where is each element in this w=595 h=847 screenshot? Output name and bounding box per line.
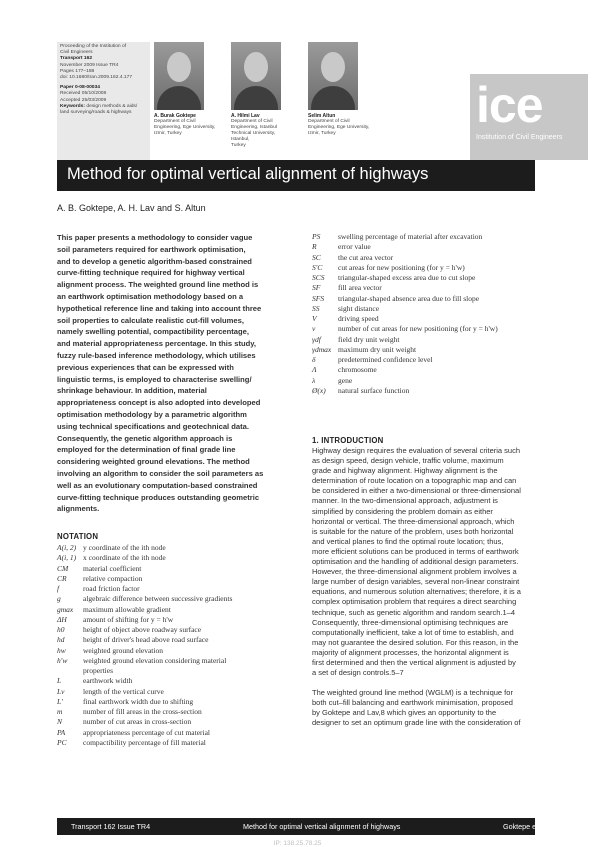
introduction-section [312,436,552,728]
notation-row [312,283,552,293]
author-affiliation [154,119,216,137]
notation-symbol: hw [57,645,66,655]
abstract-line: curve-fitting technique produces outstanding geometric [57,492,260,502]
abstract-line: well as an evolutionary computation-based constrained [57,480,258,490]
notation-definition: sight distance [338,303,380,313]
title-bar [57,160,535,191]
abstract-line: This paper presents a methodology to consider vague [57,233,253,242]
notation-definition: weighted ground elevation [83,645,163,655]
intro-line: designer to set an optimum grade line with the consideration of [312,717,521,727]
notation-row [57,646,297,656]
intro-line: computationally inefficient, take a lot of time to establish, and [312,627,514,637]
intro-line: and vertical planes to find the optimal route location; thus, [312,536,504,546]
notation-definition: number of fill areas in the cross-section [83,707,202,716]
notation-definition: x coordinate of the ith node [83,553,166,563]
abstract-line: curve-fitting technique required for highway vertical [57,268,245,278]
abstract-line: an earthwork optimisation methodology based on a [57,291,244,301]
intro-line: as design speed, design vehicle, traffic volume, maximum [312,456,504,466]
notation-symbol: CR [57,573,67,583]
notation-definition: compactibility percentage of fill material [83,737,206,747]
notation-symbol: gmax [57,604,74,614]
intro-line: complex optimisation problem that requires a direct searching [312,597,517,607]
footer-journal: Transport 162 Issue TR4 [71,822,151,831]
abstract-line: and material appropriateness percentage. In this study, [57,339,257,349]
author-name: A. Hilmi Lav [231,113,260,119]
intro-line: simplified by considering the problem domain as either [312,506,493,516]
notation-symbol: SF [312,283,321,293]
abstract [57,232,297,515]
pub-info-line: Civil Engineers [60,50,93,56]
intro-line: equations, and numerous solution alternatives; therefore, it is a [312,587,521,597]
notation-definition: number of cut areas in cross-section [83,717,192,727]
notation-definition: number of cut areas for new positioning (for y = h'w) [338,324,498,334]
notation-row [57,717,297,727]
pub-info-line: Received 05/10/2008 [60,91,107,97]
journal-name: Transport 162 [60,56,93,62]
affiliation-line: Izmir, Turkey [154,131,182,136]
author-photo [231,42,281,110]
notation-definition: fill area vector [338,283,382,293]
abstract-line: appropriateness concept is also adopted into developed [57,398,261,408]
notation-row [57,625,297,635]
notation-row [57,615,297,625]
author-affiliation [231,119,293,149]
affiliation-line: Engineering, Istanbul [231,125,277,130]
notation-symbol: SC [312,252,321,262]
notation-symbol: h0 [57,625,65,634]
abstract-line: optimisation methodology by a parametric algorithm [57,409,247,419]
notation-row [312,324,552,334]
ice-logo [470,74,588,160]
notation-row [57,543,297,553]
notation-row [57,656,297,666]
notation-heading: NOTATION [57,532,99,541]
notation-row [312,232,552,242]
affiliation-line: Department of Civil [154,119,196,124]
intro-line: horizontal or vertical. The three-dimensional approach, which [312,516,515,526]
pub-info-line: Accepted 25/03/2009 [60,97,107,103]
author-photo [154,42,204,110]
notation-row [57,594,297,604]
intro-line: both cut–fill balancing and earthwork minimisation, proposed [312,697,513,707]
notation-definition: field dry unit weight [338,334,400,344]
notation-symbol: N [57,717,63,727]
pub-info-line: Pages 177–188 [60,68,95,74]
notation-row [312,386,552,396]
notation-row [312,273,552,283]
notation-symbol: CM [57,563,69,573]
notation-symbol: v [312,324,316,334]
footer-bar [57,818,580,835]
notation-row [57,553,297,563]
notation-row [312,355,552,365]
intro-line: Highway design requires the evaluation of several criteria such [312,446,521,455]
author-card-1 [154,42,216,137]
notation-row [312,242,552,252]
affiliation-line: Turkey [231,143,246,148]
notation-row [57,697,297,707]
intro-heading: 1. INTRODUCTION [312,436,384,445]
abstract-line: fuzzy rule-based inference methodology, which utilises [57,350,256,360]
author-photo [308,42,358,110]
logo-word: ice [476,77,543,133]
intro-line: Consequently, three-dimensional optimising techniques are [312,617,509,627]
authors-line: A. B. Goktepe, A. H. Lav and S. Altun [57,203,206,213]
notation-symbol: hd [57,635,65,645]
abstract-line: Consequently, the genetic algorithm approach is [57,433,233,443]
notation-symbol: Λ [312,365,317,375]
abstract-line: shrinkage behaviour. In addition, material [57,386,207,396]
notation-definition: cut areas for new positioning (for y = h'w) [338,262,465,272]
abstract-line: hypothetical reference line and taking into account three [57,303,262,313]
notation-definition: length of the vertical curve [83,686,164,696]
notation-symbol: f [57,584,60,593]
notation-row [312,253,552,263]
notation-row [312,314,552,324]
paper-title: Method for optimal vertical alignment of highways [67,165,429,183]
author-name: Selim Altun [308,113,336,119]
notation-row [57,584,297,594]
affiliation-line: Department of Civil [231,119,273,124]
notation-section [57,532,297,748]
notation-symbol: S'C [312,262,323,272]
notation-definition: the cut area vector [338,252,394,262]
author-affiliation [308,119,370,137]
pub-info-line: doi: 10.1680/tran.2009.162.4.177 [60,75,133,81]
notation-definition: triangular-shaped excess area due to cut slope [338,273,476,282]
notation-row [57,605,297,615]
abstract-line: soil properties to calculate realistic cut-fill volumes, [57,315,244,325]
notation-row [57,574,297,584]
notation-definition: error value [338,242,371,252]
notation-definition: material coefficient [83,563,142,573]
notation-row [57,707,297,717]
notation-definition: maximum allowable gradient [83,604,171,614]
abstract-line: previous experiences that can be expressed with [57,362,234,372]
notation-row [312,345,552,355]
abstract-line: employed for the determination of final grade line [57,445,236,455]
notation-symbol: m [57,707,63,716]
notation-definition: algebraic difference between successive gradients [83,594,233,604]
notation-definition: predetermined confidence level [338,355,433,364]
notation-definition: height of object above roadway surface [83,625,202,634]
notation-row [57,635,297,645]
pub-info-line: Proceeding of the Institution of [60,44,127,49]
watermark-ip: IP: 138.25.78.25 [273,840,322,847]
affiliation-line: Engineering, Ege University, [308,125,370,130]
notation-definition: driving speed [338,314,379,323]
abstract-line: linguistic terms, is employed to characterise swelling/ [57,374,252,384]
notation-symbol: SFS [312,293,325,303]
affiliation-line: Technical University, Istanbul, [231,131,276,142]
notation-symbol: PA [57,727,66,737]
notation-symbol: PC [57,737,67,747]
abstract-line: namely swelling potential, compactibility percentage, [57,327,250,337]
notation-symbol: ΔH [57,614,67,624]
intro-line: large number of design variables, several non-linear constraint [312,577,520,587]
notation-symbol: SCS [312,273,325,282]
notation-row [57,728,297,738]
notation-definition: road friction factor [83,584,140,593]
affiliation-line: Izmir, Turkey [308,131,336,136]
notation-row [57,738,297,748]
notation-definition: amount of shifting for y = h'w [83,614,174,624]
notation-row [57,687,297,697]
abstract-line: soil parameters required for earthwork optimisation, [57,244,246,254]
notation-symbol: Lv [57,686,65,696]
notation-definition: relative compaction [83,573,143,583]
notation-symbol: γdf [312,334,321,344]
intro-line: may not guarantee the desired solution. For this reason, in the [312,637,519,647]
notation-symbol: R [312,242,317,252]
page-number: 177 [566,821,580,830]
abstract-line: and to develop a genetic algorithm-based constrained [57,256,252,266]
keyword-line: land surveying/roads & highways [60,110,132,116]
intro-line: first determined and then the vertical alignment is adjusted by [312,657,516,667]
notation-symbol: g [57,594,61,604]
notation-row [57,564,297,574]
notation-definition: maximum dry unit weight [338,344,417,354]
notation-definition: weighted ground elevation considering material [83,655,227,665]
notation-row [312,376,552,386]
affiliation-line: Engineering, Ege University, [154,125,216,130]
keywords-label: Keywords: [60,103,86,109]
notation-definition: height of driver's head above road surface [83,635,209,645]
abstract-line: alignment process. The weighted ground line method is [57,280,259,290]
intro-line: be considered in either a two-dimensional or three-dimensional [312,486,521,496]
notation-row [57,666,297,676]
notation-symbol: A(i, 1) [57,553,77,563]
notation-symbol: SS [312,303,320,313]
notation-definition: final earthwork width due to shifting [83,696,194,706]
notation-definition: gene [338,375,353,385]
intro-line: a set of design controls.5–7 [312,668,404,678]
logo-subtitle: Institution of Civil Engineers [476,134,563,141]
footer-authors: Goktepe et al. [503,822,548,831]
notation-definition: chromosome [338,365,377,375]
intro-line: is suitable for the nature of the problem, uses both horizontal [312,526,514,536]
abstract-line: considering weighted ground elevations. The method [57,457,250,467]
author-card-3 [308,42,370,137]
abstract-line: involving an algorithm to consider the soil parameters as [57,468,264,478]
notation-continued [312,232,552,396]
notation-symbol: Ø(x) [312,385,326,395]
notation-definition: swelling percentage of material after excavation [338,232,483,241]
intro-line: technique, such as genetic algorithm and random search.1–4 [312,607,516,617]
intro-line: However, the three-dimensional alignment problem involves a [312,567,517,577]
abstract-line: using technical specifications and geotechnical data. [57,421,250,431]
author-name: A. Burak Goktepe [154,113,196,119]
intro-line: determination of route location on a topographic map and can [312,476,517,486]
notation-definition: earthwork width [83,676,133,686]
affiliation-line: Department of Civil [308,119,350,124]
intro-line: The weighted ground line method (WGLM) is a technique for [312,687,513,697]
notation-row [57,676,297,686]
notation-definition: natural surface function [338,385,410,395]
intro-line: grade and highway alignment. Highway alignment is the [312,466,498,476]
footer-title: Method for optimal vertical alignment of highways [243,822,401,831]
notation-symbol: λ [312,375,316,385]
notation-row [312,294,552,304]
notation-symbol: δ [312,355,316,364]
notation-symbol: L' [57,696,63,706]
notation-symbol: h'w [57,655,68,665]
notation-symbol: γdmax [312,344,332,354]
intro-line: by Goktepe and Lav,8 which gives an opportunity to the [312,707,497,717]
intro-line: more efficient solutions can be produced in terms of earthwork [312,546,519,556]
notation-row [312,335,552,345]
intro-line: majority of alignment processes, the horizontal alignment is [312,647,509,657]
notation-row [312,365,552,375]
paper-number: Paper 0-08-00034 [60,85,100,91]
notation-symbol: V [312,314,317,323]
intro-line: optimisation and the handling of additional design parameters. [312,557,519,567]
notation-row [312,304,552,314]
pub-info-line: November 2009 Issue TR4 [60,62,119,68]
author-card-2 [231,42,293,149]
notation-definition: properties [83,666,113,675]
notation-row [312,263,552,273]
notation-symbol: L [57,676,62,686]
notation-definition: appropriateness percentage of cut material [83,727,211,737]
notation-symbol: A(i, 2) [57,543,77,552]
notation-symbol: PS [312,232,321,241]
intro-line: manner. In the two-dimensional approach, adjustment is [312,496,498,506]
publication-info-box: Proceeding of the Institution of Civil Engineers Transport 162 November 2009 Issue TR4 Pages 177–188 doi: 10.1680/tran.2009.162.4.177 Paper 0-08-00034 Received 05/10/2008 Accepted 25/03/2009 Keywords: design methods & aids/ land surveying/roads & highways [57,42,150,160]
notation-definition: y coordinate of the ith node [83,543,166,552]
abstract-line: alignments. [57,504,100,514]
notation-definition: triangular-shaped absence area due to fill slope [338,293,480,303]
